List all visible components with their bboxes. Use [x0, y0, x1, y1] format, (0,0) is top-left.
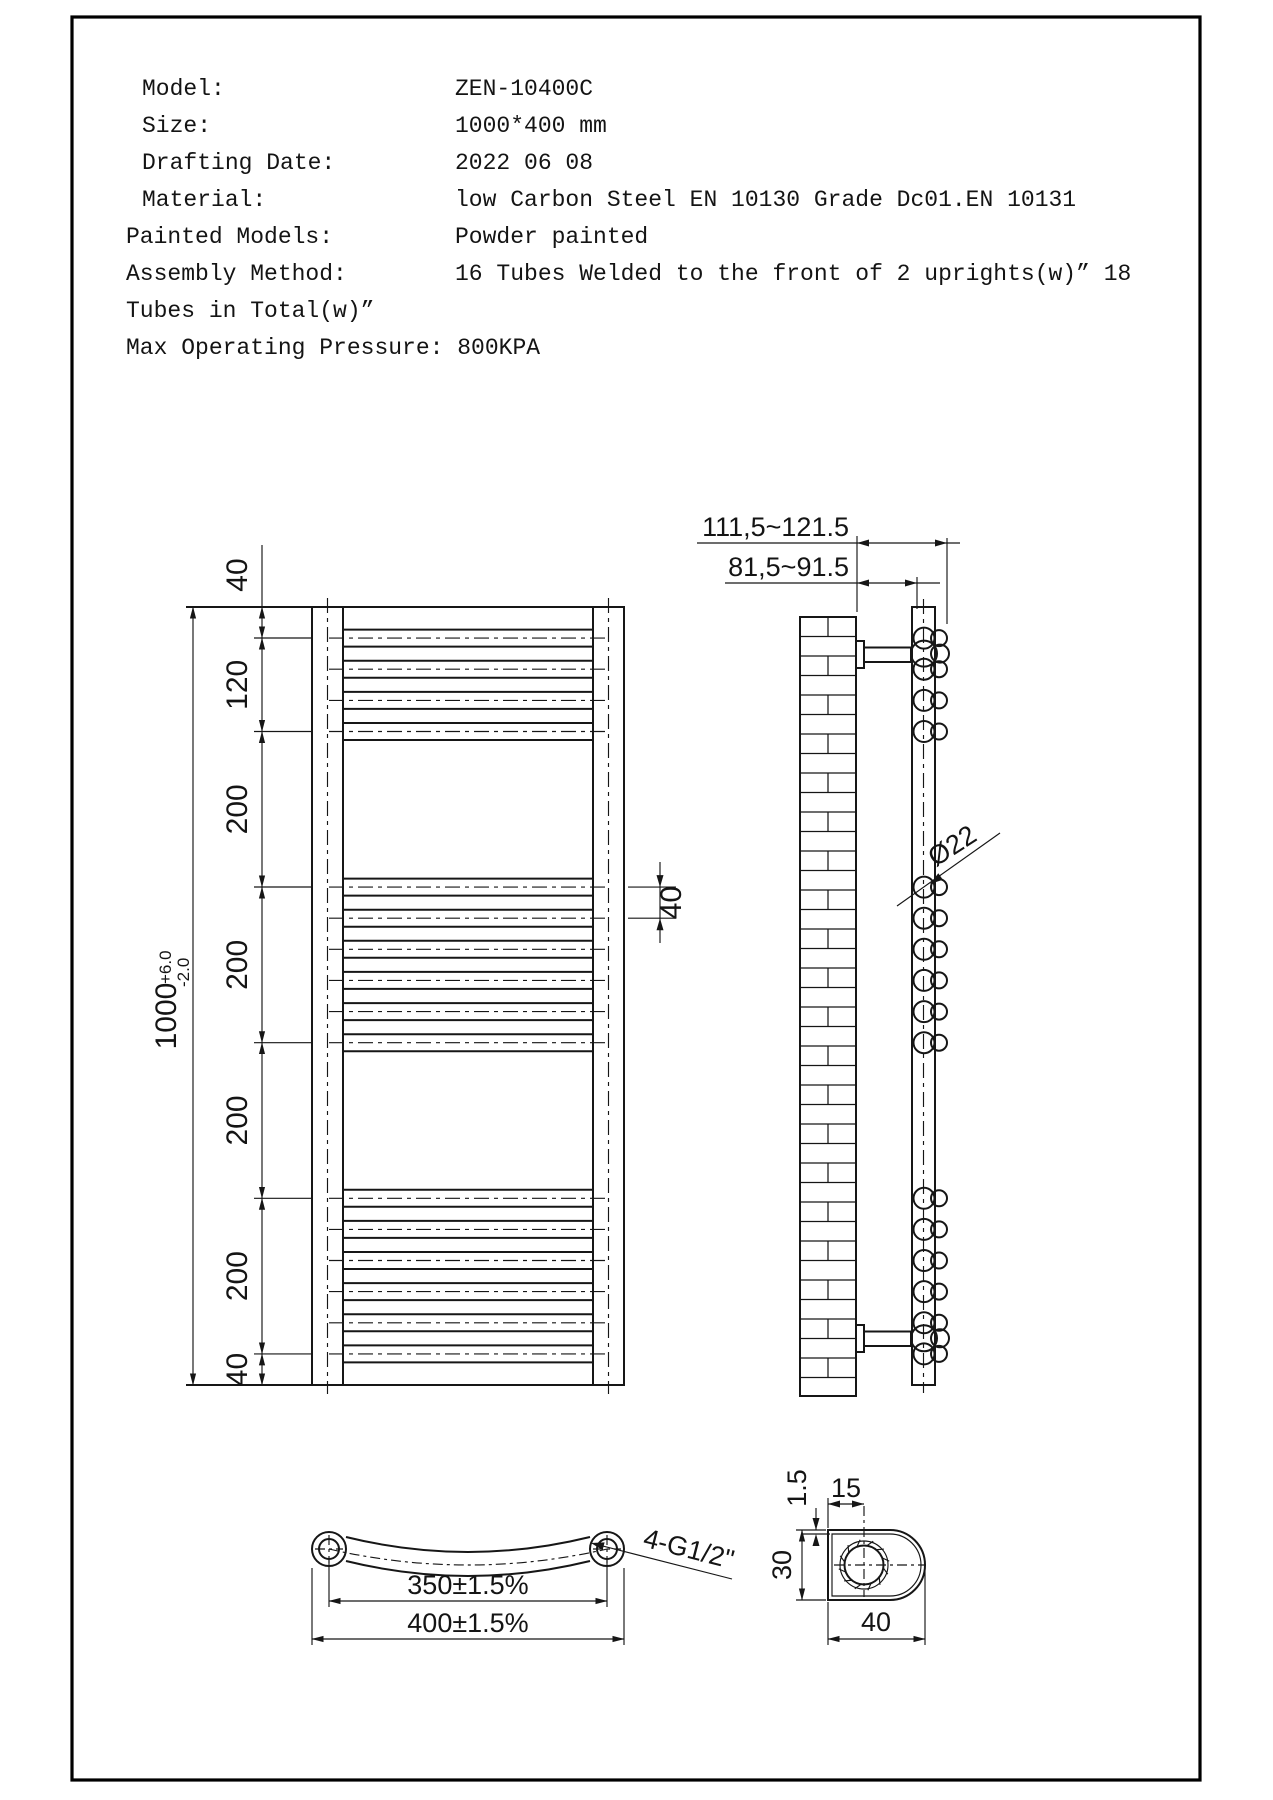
bottom-view-dimensions [312, 1560, 624, 1645]
spec-value: 1000*400 mm [455, 113, 607, 139]
tube-section-far [931, 724, 947, 740]
wall-brick-hatch [800, 617, 856, 1378]
spec-label: Model: [142, 76, 225, 102]
overall-height-tol-minus: -2.0 [174, 957, 193, 987]
detail-offset-label: 15 [830, 1473, 862, 1503]
dim-chain-label: 120 [221, 659, 254, 710]
spec-max-pressure: Max Operating Pressure: 800KPA [126, 335, 541, 361]
spec-label: Assembly Method: [126, 261, 347, 287]
spec-value: 2022 06 08 [455, 150, 594, 176]
detail-width-label: 40 [860, 1607, 892, 1637]
overall-height-value: 1000 [150, 982, 183, 1050]
chain-extension-lines [254, 638, 312, 1354]
overall-height-tol-plus: +6.0 [156, 950, 175, 984]
tube-section-far [931, 972, 947, 988]
fitting-thread-label: 4-G1/2" [640, 1522, 738, 1575]
front-tubes [329, 630, 607, 1363]
bracket-wall-flange [856, 1325, 864, 1352]
tube-section-far [931, 1035, 947, 1051]
spec-label: Size: [142, 113, 212, 139]
tube-section-far [931, 1221, 947, 1237]
tube-overall-dim-label: 400±1.5% [407, 1608, 529, 1638]
wall-offset-inner-label: 81,5~91.5 [728, 552, 849, 582]
tube-section-far [931, 1253, 947, 1269]
dim-chain-label: 40 [221, 1352, 254, 1387]
dim-chain-label: 40 [221, 558, 254, 592]
bottom-wall-bracket [856, 1325, 911, 1352]
tube-section-far [931, 910, 947, 926]
tube-pitch-dimension [628, 862, 688, 943]
fitting-thread-leader [590, 1523, 737, 1579]
thread-tick [879, 1577, 880, 1585]
bracket-clamp-ring [931, 1329, 949, 1347]
bracket-arm [864, 1332, 911, 1347]
curved-tube-front-edge [346, 1537, 590, 1552]
upright-section-detail [767, 1469, 926, 1645]
spec-value: ZEN-10400C [455, 76, 594, 102]
wall-offset-outer-label: 111,5~121.5 [702, 512, 849, 542]
tube-section-far [931, 1284, 947, 1300]
dim-chain-label: 200 [221, 1095, 254, 1146]
thread-tick [844, 1580, 852, 1581]
spec-block [126, 76, 1131, 361]
tube-pitch-label: 40 [655, 885, 688, 920]
spec-value: low Carbon Steel EN 10130 Grade Dc01.EN 10131 [455, 187, 1077, 213]
spec-value: 16 Tubes Welded to the front of 2 uprights(w)” 18 [455, 261, 1132, 287]
side-view [697, 512, 1000, 1396]
thread-tick [848, 1545, 849, 1553]
dim-chain-label: 200 [221, 784, 254, 835]
spec-value: Powder painted [455, 224, 649, 250]
tube-centers-dim-label: 350±1.5% [407, 1570, 529, 1600]
tube-section-far [931, 1190, 947, 1206]
tube-section-far [931, 692, 947, 708]
spec-continuation: Tubes in Total(w)” [126, 298, 375, 324]
side-view-tube-sections [911, 628, 949, 1365]
bracket-clamp-ring [931, 645, 949, 663]
detail-height-label: 30 [767, 1549, 797, 1581]
bracket-arm [864, 648, 911, 663]
dim-chain-label: 200 [221, 939, 254, 990]
front-view [150, 545, 688, 1394]
tube-section-far [931, 1004, 947, 1020]
spec-label: Painted Models: [126, 224, 334, 250]
thread-tick [876, 1549, 884, 1550]
tube-diameter-label: Ø22 [922, 819, 982, 873]
bottom-view [312, 1523, 737, 1645]
overall-height-label [150, 950, 193, 1049]
spec-label: Material: [142, 187, 267, 213]
spec-label: Drafting Date: [142, 150, 336, 176]
dim-chain-label: 200 [221, 1251, 254, 1302]
tube-section-far [931, 941, 947, 957]
top-wall-bracket [856, 641, 911, 668]
detail-wall-label: 1.5 [782, 1469, 812, 1507]
bracket-wall-flange [856, 641, 864, 668]
